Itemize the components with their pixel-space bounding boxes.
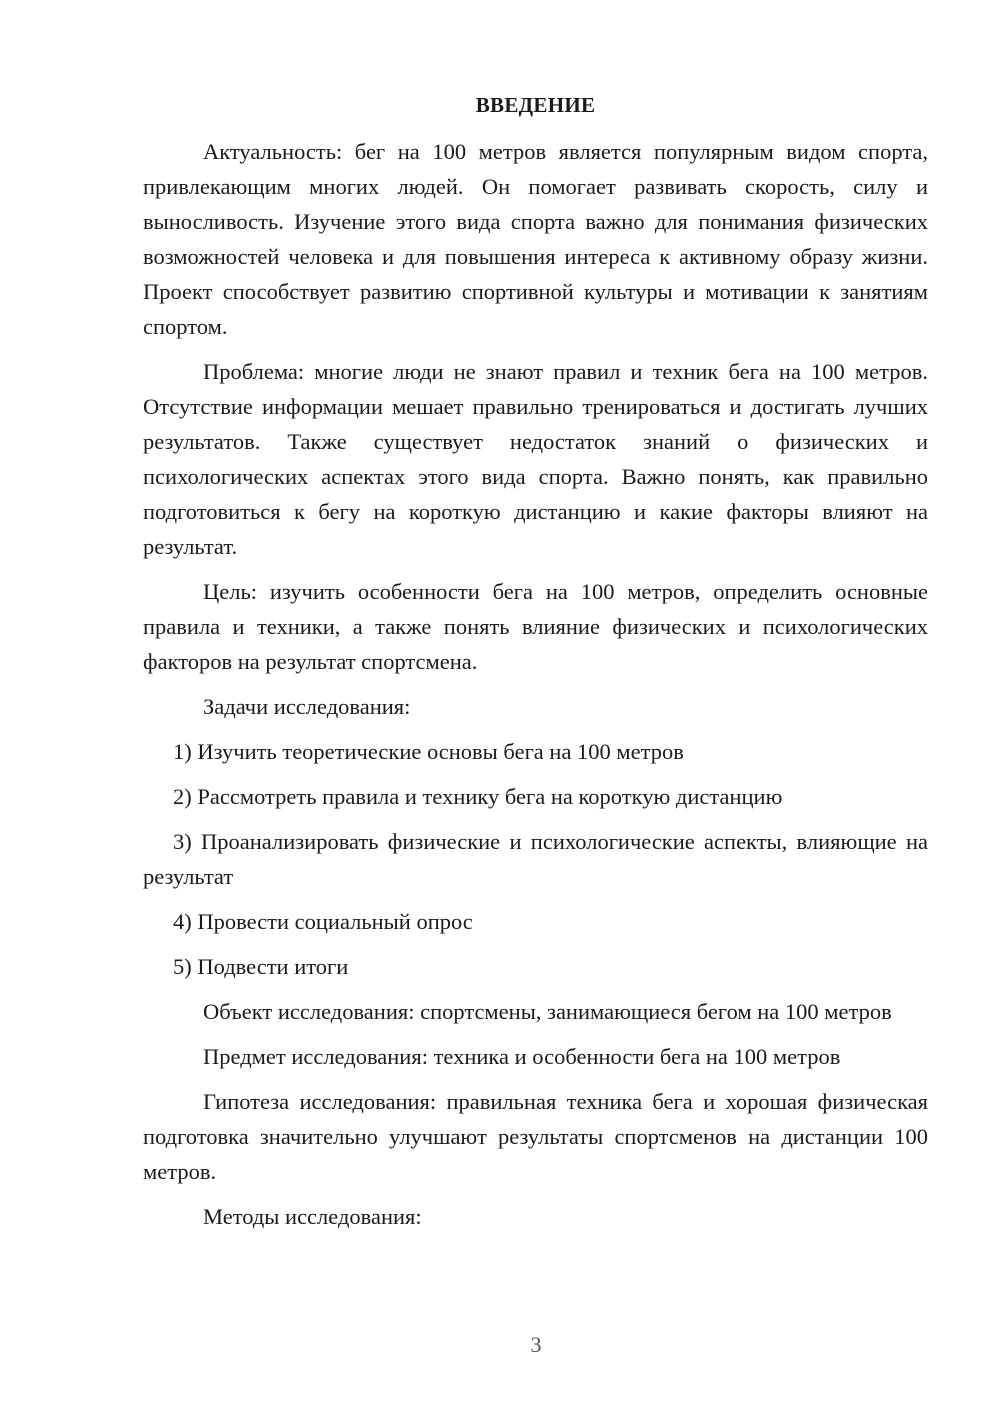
tasks-heading: Задачи исследования: [203, 694, 411, 719]
paragraph-problem: Проблема: многие люди не знают правил и техник бега на 100 метров. Отсутствие информации мешает правильно тренироваться и достигать лучших результатов. Также существует недостаток знаний о физических и психологических аспектах этого вида спорта. Важно понять, как правильно подготовиться к бегу на короткую дистанцию и какие факторы влияют на результат. [143, 359, 928, 559]
paragraph-subject: Предмет исследования: техника и особенности бега на 100 метров [203, 1044, 841, 1069]
task-item-2: 2) Рассмотреть правила и технику бега на короткую дистанцию [173, 784, 783, 809]
paragraph-goal: Цель: изучить особенности бега на 100 метров, определить основные правила и техники, а также понять влияние физических и психологических факторов на результат спортсмена. [143, 579, 928, 674]
task-item-5: 5) Подвести итоги [173, 954, 349, 979]
document-page [143, 90, 928, 1244]
task-item-1: 1) Изучить теоретические основы бега на 100 метров [173, 739, 684, 764]
page-number: 3 [530, 1332, 542, 1357]
paragraph-object: Объект исследования: спортсмены, занимающиеся бегом на 100 метров [203, 999, 892, 1024]
task-item-4: 4) Провести социальный опрос [173, 909, 473, 934]
tasks-list [143, 734, 928, 984]
section-heading: ВВЕДЕНИЕ [475, 93, 596, 117]
paragraph-hypothesis: Гипотеза исследования: правильная техника бега и хорошая физическая подготовка значительно улучшают результаты спортсменов на дистанции 100 метров. [143, 1089, 928, 1184]
paragraph-relevance: Актуальность: бег на 100 метров является популярным видом спорта, привлекающим многих людей. Он помогает развивать скорость, силу и выносливость. Изучение этого вида спорта важно для понимания физических возможностей человека и для повышения интереса к активному образу жизни. Проект способствует развитию спортивной культуры и мотивации к занятиям спортом. [143, 139, 928, 339]
task-item-3: 3) Проанализировать физические и психологические аспекты, влияющие на результат [143, 829, 928, 889]
methods-heading: Методы исследования: [203, 1204, 422, 1229]
